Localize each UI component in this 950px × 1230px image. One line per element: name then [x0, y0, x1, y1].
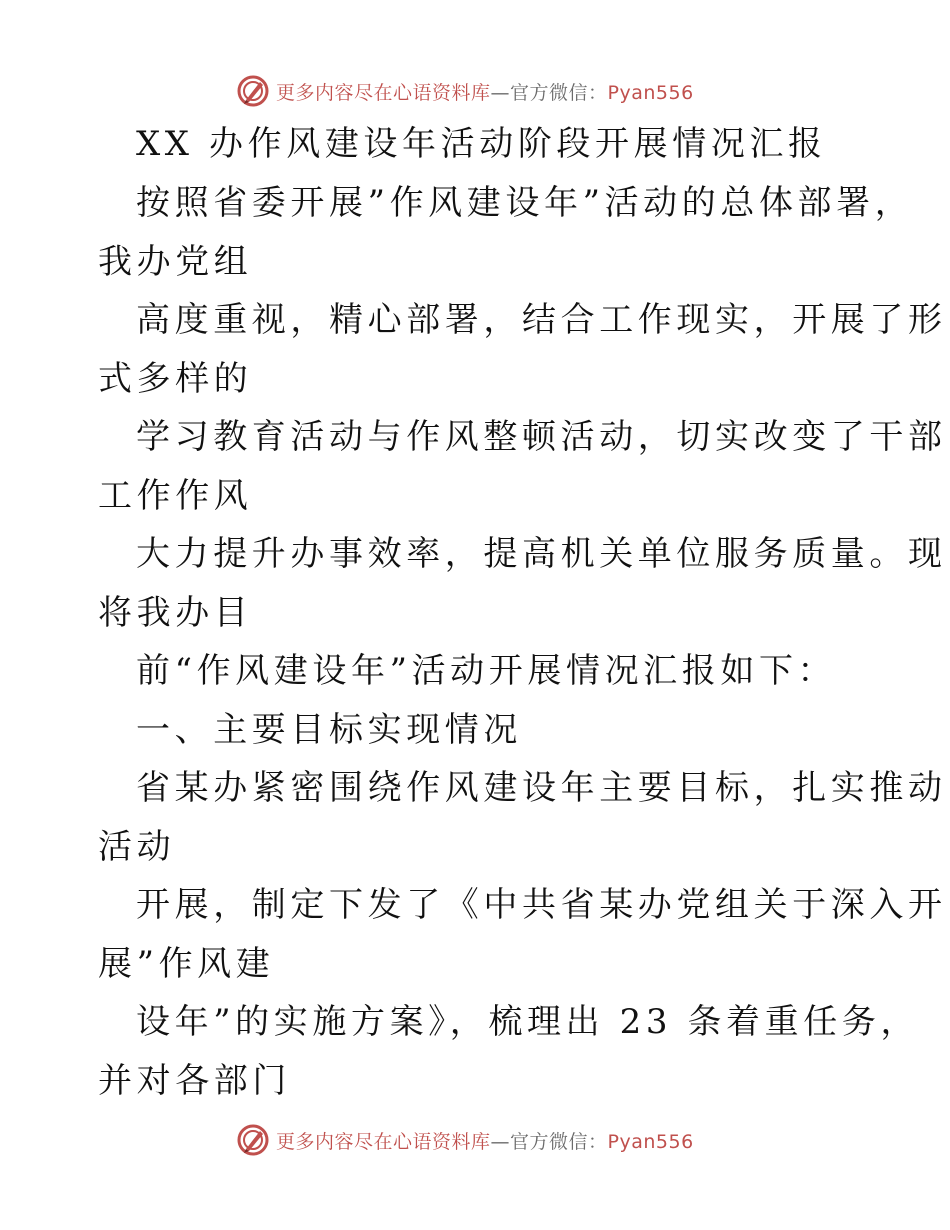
- watermark-wechat-label: 官方微信：: [510, 81, 608, 104]
- watermark-wechat-id: Pyan556: [607, 81, 694, 104]
- watermark-main-text: 更多内容尽在心语资料库: [276, 81, 491, 104]
- pen-logo-icon: [236, 74, 270, 108]
- watermark-dash: —: [490, 81, 511, 104]
- footer-watermark: [236, 1123, 694, 1157]
- paragraph-line: 式多样的: [98, 359, 253, 399]
- paragraph-line: 展”作风建: [98, 944, 275, 984]
- paragraph-line: 开展，制定下发了《中共省某办党组关于深入开: [136, 885, 947, 925]
- paragraph-line: 按照省委开展”作风建设年”活动的总体部署，: [136, 183, 914, 223]
- paragraph-line: 将我办目: [98, 593, 253, 633]
- header-watermark: [236, 74, 694, 108]
- watermark-dash: —: [490, 1130, 511, 1153]
- paragraph-line: 省某办紧密围绕作风建设年主要目标，扎实推动: [136, 768, 947, 808]
- document-title: XX 办作风建设年活动阶段开展情况汇报: [136, 124, 827, 164]
- paragraph-line: 大力提升办事效率，提高机关单位服务质量。现: [136, 534, 947, 574]
- paragraph-line: 设年”的实施方案》，梳理出 23 条着重任务，: [136, 1002, 920, 1042]
- watermark-wechat-label: 官方微信：: [510, 1130, 608, 1153]
- section-heading: 一、主要目标实现情况: [136, 710, 522, 750]
- paragraph-line: 工作作风: [98, 476, 253, 516]
- paragraph-line: 高度重视，精心部署，结合工作现实，开展了形: [136, 300, 947, 340]
- watermark-wechat-id: Pyan556: [607, 1130, 694, 1153]
- paragraph-line: 活动: [98, 827, 176, 867]
- watermark-main-text: 更多内容尽在心语资料库: [276, 1130, 491, 1153]
- paragraph-line: 并对各部门: [98, 1061, 291, 1101]
- paragraph-line: 学习教育活动与作风整顿活动，切实改变了干部: [136, 417, 947, 457]
- paragraph-line: 前“作风建设年”活动开展情况汇报如下：: [136, 651, 837, 691]
- paragraph-line: 我办党组: [98, 242, 253, 282]
- pen-logo-icon: [236, 1123, 270, 1157]
